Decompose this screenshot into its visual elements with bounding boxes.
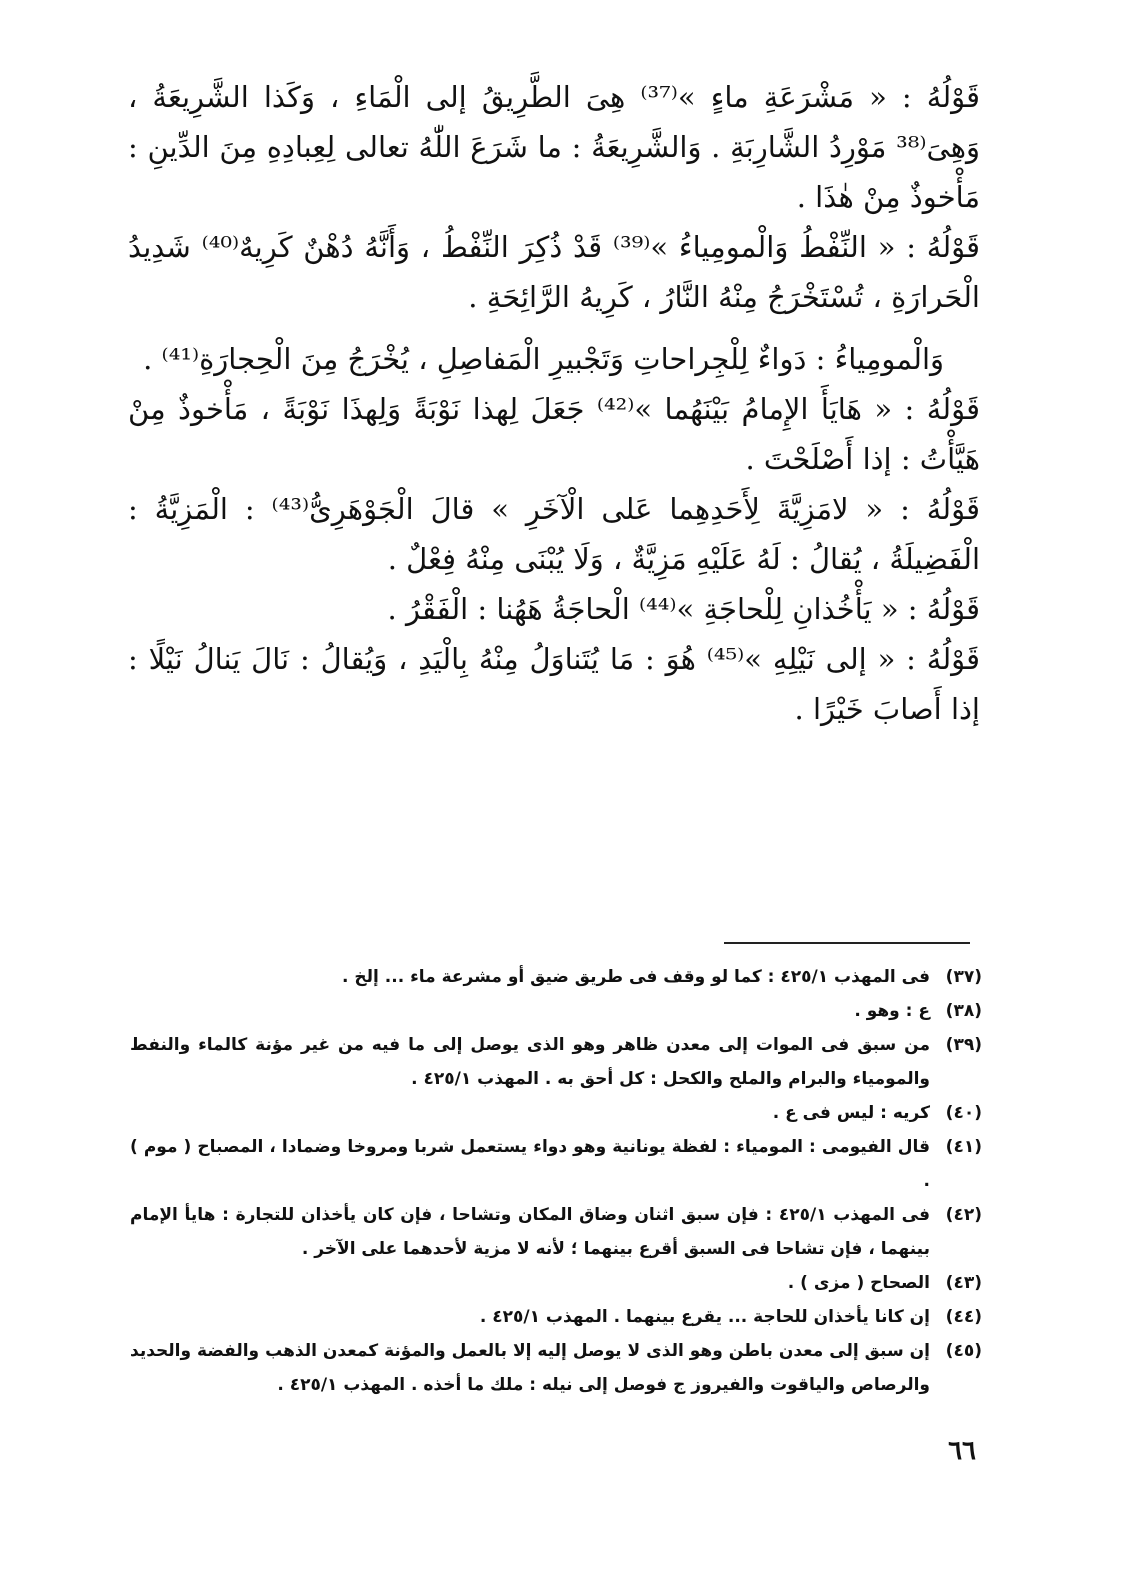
footnote-number: (٣٩) <box>945 1035 982 1055</box>
footnote-text: الصحاح ( مزى ) . <box>787 1273 930 1293</box>
footnote-number: (٣٧) <box>945 967 982 987</box>
paragraph-naft: قَوْلُهُ : « النِّفْطُ وَالْمومِياءُ »⁽³⁹⁾ قَدْ ذُكِرَ النِّفْطُ ، وَأَنَّهُ دُهْنٌ كَرِيهٌ⁽⁴⁰⁾ شَدِيدُ الْحَرارَةِ ، تُسْتَخْرَجُ مِنْهُ النَّارُ ، كَرِيهُ الرَّائِحَةِ . <box>128 230 981 314</box>
footnotes <box>130 960 982 1402</box>
paragraph-hayaa: قَوْلُهُ : « هَايَأَ الإِمامُ بَيْنَهُما »⁽⁴²⁾ جَعَلَ لِهذا نَوْبَةً وَلِهذَا نَوْبَةً ، مَأْخوذٌ مِنْ هَيَّأْتُ : إذا أَصْلَحْتَ . <box>128 392 980 476</box>
footnote-number: (٤٠) <box>945 1103 982 1123</box>
footnote-number: (٤٢) <box>945 1205 982 1225</box>
footnote-separator <box>724 942 970 944</box>
footnote-text: فى المهذب ٤٢٥/١ : فإن سبق اثنان وضاق المكان وتشاحا ، فإن كان يأخذان للتجارة : هايأ الإمام بينهما ، فإن تشاحا فى السبق أقرع بينهما ؛ لأنه لا مزية لأحدهما على الآخر . <box>130 1205 930 1259</box>
page-number: ٦٦ <box>948 1436 976 1466</box>
footnote-number: (٣٨) <box>945 1001 982 1021</box>
footnote <box>130 994 982 1028</box>
paragraph-mashraa: قَوْلُهُ : « مَشْرَعَةِ ماءٍ »⁽³⁷⁾ هِىَ الطَّرِيقُ إلى الْمَاءِ ، وَكَذا الشَّرِيعَةُ ، وَهِىَ⁽³⁸ مَوْرِدُ الشَّارِبَةِ . وَالشَّرِيعَةُ : ما شَرَعَ اللّٰهُ تعالى لِعِبادِهِ مِنَ الدِّينِ : مَأْخوذٌ مِنْ هٰذَا . <box>128 80 980 214</box>
paragraph-nayl: قَوْلُهُ : « إلى نَيْلِهِ »⁽⁴⁵⁾ هُوَ : مَا يُتَناوَلُ مِنْهُ بِالْيَدِ ، وَيُقالُ : نَالَ يَنالُ نَيْلًا : إذا أَصابَ خَيْرًا . <box>128 642 981 726</box>
footnote-number: (٤٣) <box>945 1273 982 1293</box>
footnote <box>130 1334 982 1402</box>
footnote-text: من سبق فى الموات إلى معدن ظاهر وهو الذى يوصل إلى ما فيه من غير مؤنة كالماء والنفط والمومياء والبرام والملح والكحل : كل أحق به . المهذب ٤٢٥/١ . <box>130 1035 930 1089</box>
footnote <box>130 1300 982 1334</box>
footnote-text: كريه : ليس فى ع . <box>772 1103 930 1123</box>
footnote-number: (٤٥) <box>945 1341 982 1361</box>
footnote <box>130 960 982 994</box>
footnote-text: إن كانا يأخذان للحاجة ... يقرع بينهما . المهذب ٤٢٥/١ . <box>479 1307 930 1327</box>
main-text <box>128 72 980 734</box>
paragraph-mumiya: وَالْمومِياءُ : دَواءٌ لِلْجِراحاتِ وَتَجْبيرِ الْمَفاصِلِ ، يُخْرَجُ مِنَ الْحِجارَةِ⁽⁴¹⁾ . <box>143 342 944 376</box>
footnote <box>130 1266 982 1300</box>
footnote <box>130 1028 982 1096</box>
footnote-text: قال الفيومى : المومياء : لفظة يونانية وهو دواء يستعمل شربا ومروخا وضمادا ، المصباح ( موم ) . <box>130 1137 930 1191</box>
footnote-text: ع : وهو . <box>854 1001 930 1021</box>
paragraph-hajah: قَوْلُهُ : « يَأْخُذانِ لِلْحاجَةِ »⁽⁴⁴⁾ الْحاجَةُ هَهُنا : الْفَقْرُ . <box>387 592 980 626</box>
footnote <box>130 1130 982 1198</box>
footnote <box>130 1198 982 1266</box>
footnote-text: فى المهذب ٤٢٥/١ : كما لو وقف فى طريق ضيق أو مشرعة ماء ... إلخ . <box>342 967 930 987</box>
footnote-text: إن سبق إلى معدن باطن وهو الذى لا يوصل إليه إلا بالعمل والمؤنة كمعدن الذهب والفضة والحديد والرصاص والياقوت والفيروز ج فوصل إلى نيله : ملك ما أخذه . المهذب ٤٢٥/١ . <box>130 1341 930 1395</box>
footnote-number: (٤٤) <box>945 1307 982 1327</box>
paragraph-maziyya: قَوْلُهُ : « لامَزِيَّةَ لِأَحَدِهِما عَلى الْآخَرِ » قالَ الْجَوْهَرِىُّ⁽⁴³⁾ : الْمَزِيَّةُ : الْفَضِيلَةُ ، يُقالُ : لَهُ عَلَيْهِ مَزِيَّةٌ ، وَلَا يُبْنَى مِنْهُ فِعْلٌ . <box>128 492 980 576</box>
footnote <box>130 1096 982 1130</box>
footnote-number: (٤١) <box>945 1137 982 1157</box>
